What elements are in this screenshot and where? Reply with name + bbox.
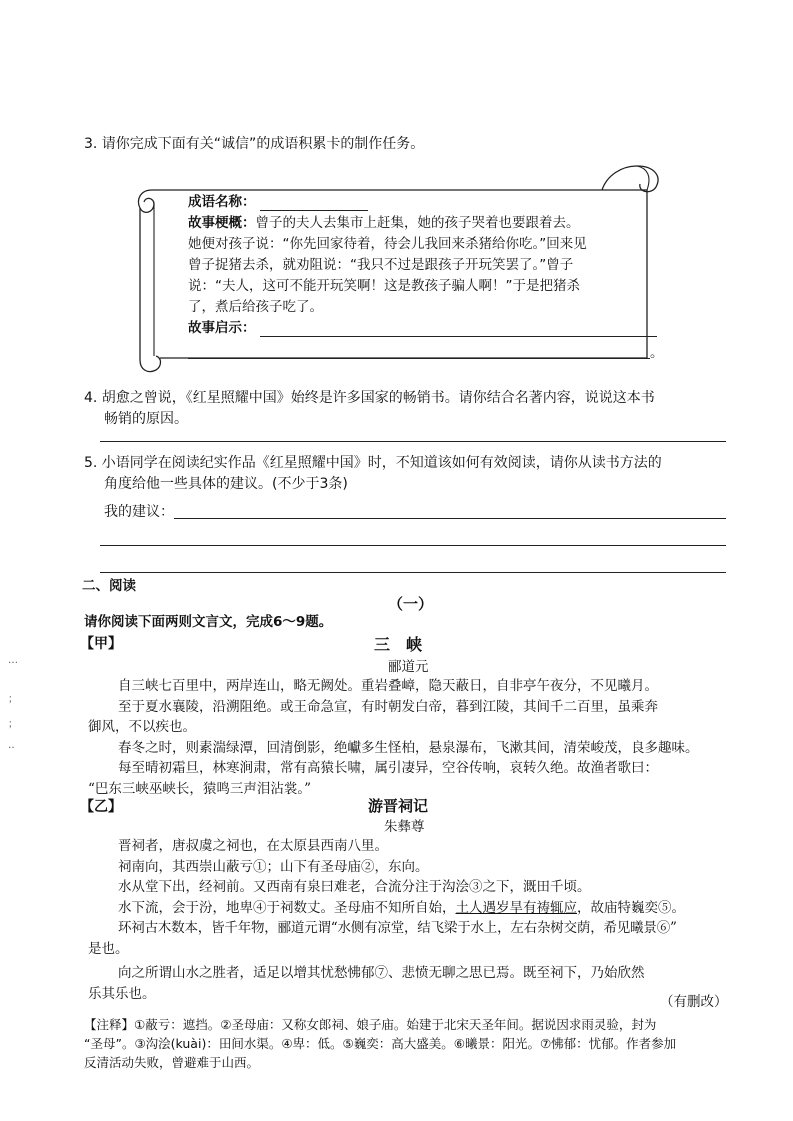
passage-a-para-4-line-1: 每至晴初霜旦，林寒涧肃，常有高猿长啸，属引凄异，空谷传响，哀转久绝。故渔者歌曰： bbox=[118, 760, 658, 776]
reading-instruction: 请你阅读下面两则文言文，完成6～9题。 bbox=[84, 614, 333, 630]
story-line-1: 曾子的夫人去集市上赶集，她的孩子哭着也要跟着去。 bbox=[255, 215, 580, 231]
passage-b-para-4-a: 水下流，会于汾，地卑④于祠数丈。圣母庙不知所自始， bbox=[118, 899, 456, 916]
passage-b-para-3: 水从堂下出，经祠前。又西南有泉曰难老，合流分注于沟浍③之下，溉田千顷。 bbox=[118, 879, 591, 895]
question-3: 3. 请你完成下面有关“诚信”的成语积累卡的制作任务。 bbox=[84, 136, 425, 152]
passage-b-author: 朱彝尊 bbox=[384, 819, 425, 835]
suggestion-label: 我的建议： bbox=[104, 504, 174, 520]
underlined-sentence: 土人遇岁旱有祷辄应 bbox=[455, 899, 577, 916]
passage-b-para-5-line-2: 是也。 bbox=[88, 940, 129, 957]
passage-b-para-4-b: ，故庙特巍奕⑤。 bbox=[577, 899, 685, 916]
margin-mark-3: ； bbox=[8, 719, 18, 730]
passage-b-title: 游晋祠记 bbox=[368, 797, 429, 815]
lesson-end-mark: 。 bbox=[650, 345, 664, 361]
passage-a-author: 郦道元 bbox=[388, 659, 429, 675]
passage-a-title: 三 峡 bbox=[374, 635, 423, 654]
idiom-name-label: 成语名称： bbox=[188, 194, 256, 210]
question-5-line-2: 角度给他一些具体的建议。(不少于3条) bbox=[104, 476, 348, 492]
passage-a-para-4-line-2: “巴东三峡巫峡长，猿鸣三声泪沾裳。” bbox=[88, 780, 312, 797]
question-5-line-1: 5. 小语同学在阅读纪实作品《红星照耀中国》时，不知道该如何有效阅读，请你从读书方法的 bbox=[84, 455, 662, 471]
lesson-blank-2 bbox=[188, 358, 650, 359]
answer-line-q5-1 bbox=[174, 518, 726, 519]
passage-a-text bbox=[88, 676, 738, 799]
lesson-blank-1 bbox=[260, 336, 657, 337]
passage-b-para-2: 祠南向，其西崇山蔽亏①；山下有圣母庙②，东向。 bbox=[118, 858, 429, 875]
margin-mark-1: … bbox=[8, 655, 18, 666]
passage-a-para-2-line-2: 御风，不以疾也。 bbox=[88, 719, 196, 735]
answer-line-q5-3 bbox=[100, 572, 726, 573]
passage-b-para-1: 晋祠者，唐叔虞之祠也，在太原县西南八里。 bbox=[118, 838, 388, 854]
scroll-card-content bbox=[188, 192, 668, 363]
margin-mark-4: ‥ bbox=[8, 740, 15, 751]
annotations bbox=[84, 1015, 744, 1072]
edited-note: （有删改） bbox=[660, 994, 728, 1010]
margin-mark-2: ； bbox=[8, 694, 18, 705]
question-4-line-2: 畅销的原因。 bbox=[104, 411, 188, 427]
passage-b-text bbox=[88, 836, 738, 1004]
answer-line-q5-2 bbox=[100, 545, 726, 546]
passage-a-tag: 【甲】 bbox=[80, 636, 122, 652]
annotation-line-1: 【注释】①蔽亏：遮挡。②圣母庙：又称女郎祠、娘子庙。始建于北宋天圣年间。据说因求雨灵验，封为 bbox=[84, 1017, 657, 1032]
story-line-5: 了，煮后给孩子吃了。 bbox=[188, 299, 323, 315]
passage-b-para-6-line-2: 乐其乐也。 bbox=[88, 985, 156, 1002]
section-title: 二、阅读 bbox=[82, 578, 136, 594]
passage-b-para-6-line-1: 向之所谓山水之胜者，适足以增其忧愁怫郁⑦、悲愤无聊之思已焉。既至祠下，乃始欣然 bbox=[118, 965, 645, 981]
passage-b-para-4 bbox=[118, 898, 738, 919]
part-number: （一） bbox=[388, 595, 434, 613]
passage-a-para-3: 春冬之时，则素湍绿潭，回清倒影，绝巘多生怪柏，悬泉瀑布，飞漱其间，清荣峻茂，良多趣味。 bbox=[118, 739, 699, 756]
question-4-line-1: 4. 胡愈之曾说，《红星照耀中国》始终是许多国家的畅销书。请你结合名著内容，说说这本书 bbox=[84, 390, 655, 406]
answer-line-q4 bbox=[100, 441, 726, 442]
passage-b-para-5-line-1: 环祠古木数本，皆千年物，郦道元谓“水侧有凉堂，结飞梁于水上，左右杂树交荫，希见曦景⑥” bbox=[118, 920, 677, 936]
story-label: 故事梗概： bbox=[188, 215, 256, 231]
annotation-line-2: “圣母”。③沟浍(kuài)：田间水渠。④卑：低。⑤巍奕：高大盛美。⑥曦景：阳光。⑦怫郁：忧郁。作者参加 bbox=[84, 1036, 677, 1051]
passage-a-para-1: 自三峡七百里中，两岸连山，略无阙处。重岩叠嶂，隐天蔽日，自非亭午夜分，不见曦月。 bbox=[118, 678, 658, 694]
story-line-3: 曾子捉猪去杀，就劝阻说：“我只不过是跟孩子开玩笑罢了。”曾子 bbox=[188, 257, 574, 273]
lesson-label: 故事启示： bbox=[188, 320, 256, 336]
story-line-2: 她便对孩子说：“你先回家待着，待会儿我回来杀猪给你吃。”回来见 bbox=[188, 236, 587, 252]
idiom-name-blank bbox=[260, 210, 368, 211]
story-line-4: 说：“夫人，这可不能开玩笑啊！这是教孩子骗人啊！”于是把猪杀 bbox=[188, 278, 580, 294]
passage-b-tag: 【乙】 bbox=[80, 799, 122, 815]
annotation-line-3: 反清活动失败，曾避难于山西。 bbox=[84, 1055, 260, 1070]
passage-a-para-2-line-1: 至于夏水襄陵，沿溯阻绝。或王命急宣，有时朝发白帝，暮到江陵，其间千二百里，虽乘奔 bbox=[118, 698, 658, 715]
